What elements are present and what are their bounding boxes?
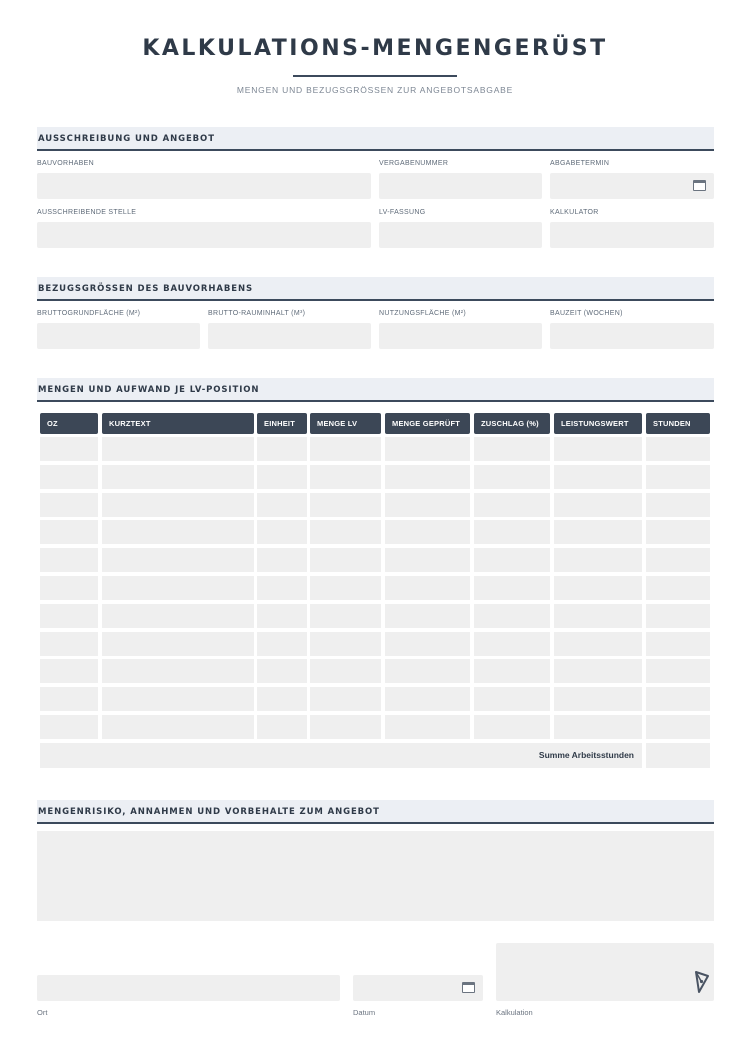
table-cell-leistungswert[interactable] (554, 437, 642, 461)
table-cell-einheit[interactable] (257, 604, 307, 628)
vergabenummer-field[interactable] (379, 173, 542, 199)
table-cell-kurztext[interactable] (102, 687, 254, 711)
table-cell-einheit[interactable] (257, 659, 307, 683)
kalkulation-signature-field[interactable] (496, 943, 714, 1001)
page-title: KALKULATIONS-MENGENGERÜST (142, 36, 608, 61)
page-subtitle: MENGEN UND BEZUGSGRÖSSEN ZUR ANGEBOTSABGABE (236, 85, 514, 95)
table-cell-menge-geprueft[interactable] (385, 604, 470, 628)
table-cell-menge-lv[interactable] (310, 520, 381, 544)
table-cell-oz[interactable] (40, 604, 98, 628)
table-cell-menge-geprueft[interactable] (385, 437, 470, 461)
label-lv-fassung: LV-FASSUNG (379, 209, 426, 216)
table-cell-kurztext[interactable] (102, 437, 254, 461)
table-cell-oz[interactable] (40, 548, 98, 572)
title-underline (293, 75, 457, 77)
col-header-stunden: STUNDEN (646, 413, 710, 434)
table-cell-kurztext[interactable] (102, 548, 254, 572)
table-cell-menge-geprueft[interactable] (385, 465, 470, 489)
table-cell-menge-geprueft[interactable] (385, 715, 470, 739)
label-ausschreibende-stelle: AUSSCHREIBENDE STELLE (37, 209, 137, 216)
col-header-leistungswert: LEISTUNGSWERT (554, 413, 642, 434)
table-cell-stunden[interactable] (646, 687, 710, 711)
label-bgf: BRUTTOGRUNDFLÄCHE (M²) (37, 310, 141, 317)
table-cell-zuschlag[interactable] (474, 576, 550, 600)
table-cell-menge-lv[interactable] (310, 687, 381, 711)
label-bri: BRUTTO-RAUMINHALT (M³) (208, 310, 306, 317)
abgabetermin-field[interactable] (550, 173, 714, 199)
table-cell-stunden[interactable] (646, 437, 710, 461)
table-cell-oz[interactable] (40, 493, 98, 517)
section-header-mengenrisiko: MENGENRISIKO, ANNAHMEN UND VORBEHALTE ZUM ANGEBOT (37, 800, 714, 824)
table-cell-menge-geprueft[interactable] (385, 576, 470, 600)
col-header-menge-lv: MENGE LV (310, 413, 381, 434)
lv-fassung-field[interactable] (379, 222, 542, 248)
table-cell-stunden[interactable] (646, 520, 710, 544)
table-cell-zuschlag[interactable] (474, 548, 550, 572)
table-cell-menge-lv[interactable] (310, 548, 381, 572)
table-cell-stunden[interactable] (646, 715, 710, 739)
table-cell-menge-geprueft[interactable] (385, 520, 470, 544)
datum-field[interactable] (353, 975, 483, 1001)
table-cell-leistungswert[interactable] (554, 687, 642, 711)
col-header-oz: OZ (40, 413, 98, 434)
table-cell-einheit[interactable] (257, 687, 307, 711)
table-cell-zuschlag[interactable] (474, 715, 550, 739)
col-header-kurztext: KURZTEXT (102, 413, 254, 434)
table-cell-einheit[interactable] (257, 632, 307, 656)
table-cell-stunden[interactable] (646, 548, 710, 572)
table-cell-menge-geprueft[interactable] (385, 659, 470, 683)
sum-stunden-cell[interactable] (646, 743, 710, 768)
table-cell-menge-lv[interactable] (310, 715, 381, 739)
table-cell-oz[interactable] (40, 437, 98, 461)
bri-field[interactable] (208, 323, 371, 349)
label-datum: Datum (353, 1008, 376, 1017)
calendar-icon[interactable] (462, 982, 475, 993)
col-header-einheit: EINHEIT (257, 413, 307, 434)
calendar-icon[interactable] (693, 180, 706, 191)
table-cell-einheit[interactable] (257, 493, 307, 517)
table-cell-oz[interactable] (40, 576, 98, 600)
section-header-bezugsgroessen: BEZUGSGRÖSSEN DES BAUVORHABENS (37, 277, 714, 301)
table-cell-zuschlag[interactable] (474, 465, 550, 489)
label-bauvorhaben: BAUVORHABEN (37, 160, 94, 167)
table-cell-einheit[interactable] (257, 520, 307, 544)
label-ort: Ort (37, 1008, 48, 1017)
table-cell-zuschlag[interactable] (474, 687, 550, 711)
table-cell-einheit[interactable] (257, 715, 307, 739)
nutzungsflaeche-field[interactable] (379, 323, 542, 349)
table-cell-stunden[interactable] (646, 632, 710, 656)
label-kalkulator: KALKULATOR (550, 209, 599, 216)
table-cell-einheit[interactable] (257, 465, 307, 489)
table-cell-leistungswert[interactable] (554, 576, 642, 600)
vorbehalte-textarea[interactable] (37, 831, 714, 921)
table-cell-kurztext[interactable] (102, 632, 254, 656)
table-cell-zuschlag[interactable] (474, 659, 550, 683)
table-cell-kurztext[interactable] (102, 604, 254, 628)
table-cell-kurztext[interactable] (102, 520, 254, 544)
table-cell-oz[interactable] (40, 520, 98, 544)
table-cell-kurztext[interactable] (102, 493, 254, 517)
table-cell-stunden[interactable] (646, 659, 710, 683)
table-cell-menge-lv[interactable] (310, 632, 381, 656)
table-cell-menge-lv[interactable] (310, 604, 381, 628)
col-header-menge-geprueft: MENGE GEPRÜFT (385, 413, 470, 434)
table-cell-menge-geprueft[interactable] (385, 493, 470, 517)
ort-field[interactable] (37, 975, 340, 1001)
table-cell-menge-geprueft[interactable] (385, 687, 470, 711)
table-cell-menge-geprueft[interactable] (385, 548, 470, 572)
table-cell-zuschlag[interactable] (474, 437, 550, 461)
kalkulator-field[interactable] (550, 222, 714, 248)
table-cell-leistungswert[interactable] (554, 520, 642, 544)
label-kalkulation: Kalkulation (496, 1008, 533, 1017)
table-cell-kurztext[interactable] (102, 659, 254, 683)
table-cell-menge-lv[interactable] (310, 437, 381, 461)
label-abgabetermin: ABGABETERMIN (550, 160, 610, 167)
table-cell-menge-lv[interactable] (310, 465, 381, 489)
pen-nib-icon (693, 970, 711, 994)
table-cell-leistungswert[interactable] (554, 715, 642, 739)
table-cell-stunden[interactable] (646, 465, 710, 489)
table-cell-einheit[interactable] (257, 576, 307, 600)
table-cell-oz[interactable] (40, 687, 98, 711)
label-bauzeit: BAUZEIT (WOCHEN) (550, 310, 623, 317)
table-cell-leistungswert[interactable] (554, 659, 642, 683)
table-cell-kurztext[interactable] (102, 465, 254, 489)
table-cell-zuschlag[interactable] (474, 493, 550, 517)
section-header-ausschreibung: AUSSCHREIBUNG UND ANGEBOT (37, 127, 714, 151)
bauzeit-field[interactable] (550, 323, 714, 349)
section-header-mengen: MENGEN UND AUFWAND JE LV-POSITION (37, 378, 714, 402)
label-nutzungsflaeche: NUTZUNGSFLÄCHE (M²) (379, 310, 466, 317)
label-vergabenummer: VERGABENUMMER (379, 160, 449, 167)
table-cell-oz[interactable] (40, 465, 98, 489)
table-cell-zuschlag[interactable] (474, 520, 550, 544)
table-cell-menge-geprueft[interactable] (385, 632, 470, 656)
table-cell-menge-lv[interactable] (310, 659, 381, 683)
table-cell-menge-lv[interactable] (310, 493, 381, 517)
table-cell-kurztext[interactable] (102, 715, 254, 739)
ausschreibende-stelle-field[interactable] (37, 222, 371, 248)
bgf-field[interactable] (37, 323, 200, 349)
table-cell-leistungswert[interactable] (554, 604, 642, 628)
table-cell-stunden[interactable] (646, 576, 710, 600)
table-cell-menge-lv[interactable] (310, 576, 381, 600)
table-cell-stunden[interactable] (646, 604, 710, 628)
table-cell-leistungswert[interactable] (554, 465, 642, 489)
table-cell-leistungswert[interactable] (554, 493, 642, 517)
table-cell-einheit[interactable] (257, 437, 307, 461)
table-cell-stunden[interactable] (646, 493, 710, 517)
bauvorhaben-field[interactable] (37, 173, 371, 199)
table-cell-zuschlag[interactable] (474, 632, 550, 656)
table-cell-oz[interactable] (40, 632, 98, 656)
table-cell-zuschlag[interactable] (474, 604, 550, 628)
table-cell-oz[interactable] (40, 715, 98, 739)
table-cell-leistungswert[interactable] (554, 548, 642, 572)
table-cell-kurztext[interactable] (102, 576, 254, 600)
table-cell-leistungswert[interactable] (554, 632, 642, 656)
col-header-zuschlag: ZUSCHLAG (%) (474, 413, 550, 434)
sum-row-label: Summe Arbeitsstunden (40, 743, 642, 768)
table-cell-einheit[interactable] (257, 548, 307, 572)
table-cell-oz[interactable] (40, 659, 98, 683)
